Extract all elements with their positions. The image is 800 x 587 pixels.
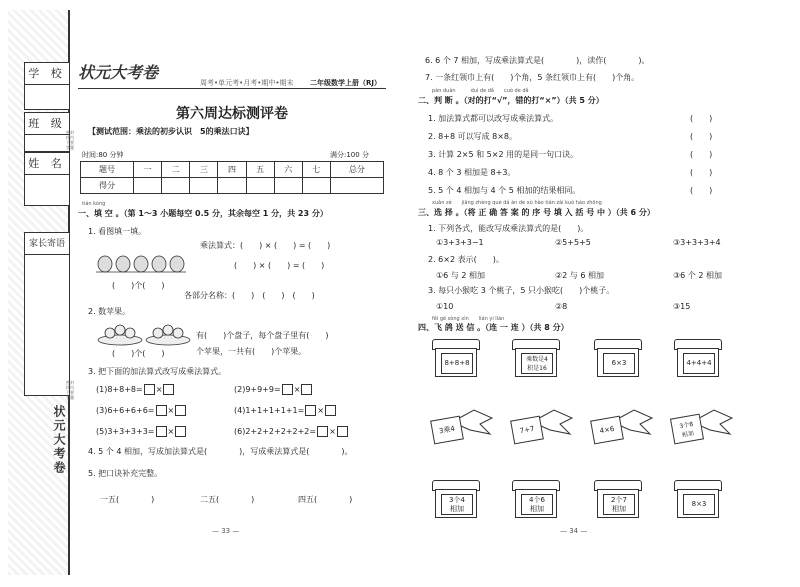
section2-title: 二、判 断 。（对的打“√”，错的打“×”）（共 5 分） (418, 96, 604, 105)
school-field[interactable] (24, 84, 70, 110)
section1-title: 一、填 空 。（第 1～3 小题每空 0.5 分，其余每空 1 分，共 23 分） (78, 209, 328, 218)
pigeon-letter[interactable]: 3个8 相加 (670, 408, 734, 448)
page-number-right: — 34 — (560, 527, 588, 535)
score-cell[interactable] (134, 178, 162, 194)
judge-blank[interactable]: ( ) (690, 150, 713, 159)
seal-note-1: 密封线内不要答题 (66, 130, 74, 150)
q1-groups: ( )个( ) (112, 281, 165, 290)
score-cell[interactable] (246, 178, 274, 194)
score-header-cell: 题号 (81, 162, 134, 178)
mailbox-bottom[interactable]: 8×3 (674, 480, 720, 518)
choice-option[interactable]: ③15 (673, 302, 691, 311)
answer-box[interactable] (163, 384, 174, 395)
choice-option[interactable]: ③3+3+3+4 (673, 238, 721, 247)
section4-pinyin: fēi gē sòng xìn lián yi lián (432, 316, 505, 322)
score-header-cell: 总分 (330, 162, 383, 178)
judge-blank[interactable]: ( ) (690, 132, 713, 141)
judge-blank[interactable]: ( ) (690, 186, 713, 195)
apple-plates-illustration (96, 320, 192, 346)
score-cell[interactable] (218, 178, 246, 194)
choice-2: 2. 6×2 表示( )。 (428, 255, 504, 264)
answer-box[interactable] (144, 384, 155, 395)
q2-groups: ( )个( ) (112, 349, 165, 358)
score-header-cell: 七 (302, 162, 330, 178)
q6-text: 6. 6 个 7 相加，写成乘法算式是( )，读作( )。 (425, 56, 650, 65)
choice-option[interactable]: ②8 (555, 302, 568, 311)
score-cell[interactable] (274, 178, 302, 194)
q1-parts: 各部分名称：( ) ( ) ( ) (184, 291, 315, 300)
score-header-cell: 二 (162, 162, 190, 178)
pigeon-letter[interactable]: 3乘4 (430, 408, 494, 448)
choice-option[interactable]: ①6 与 2 相加 (436, 271, 485, 280)
mailbox-top[interactable]: 8+8+8 (432, 339, 478, 377)
choice-option[interactable]: ③6 个 2 相加 (673, 271, 722, 280)
time-limit: 时间:80 分钟 (82, 151, 124, 159)
seal-note-2: 密封线内不要答题 (66, 380, 74, 400)
parent-comment-field[interactable] (24, 254, 70, 396)
q1-mult-line1: 乘法算式：( ) × ( ) = ( ) (200, 241, 331, 250)
q3-text: 3. 把下面的加法算式改写成乘法算式。 (88, 367, 227, 376)
mailbox-bottom[interactable]: 4个6 相加 (512, 480, 558, 518)
section2-pinyin: pàn duàn duì de dǎ cuò de dǎ (432, 88, 529, 94)
answer-box[interactable] (301, 384, 312, 395)
q3-item-5: (5)3+3+3+3= × (96, 426, 187, 437)
bags-illustration (96, 250, 186, 278)
q3-item-6: (6)2+2+2+2+2+2= × (234, 426, 349, 437)
score-cell[interactable] (302, 178, 330, 194)
choice-1: 1. 下列各式，能改写成乘法算式的是( )。 (428, 224, 589, 233)
binding-strip (8, 10, 70, 575)
pigeon-letter[interactable]: 4×6 (590, 408, 654, 448)
answer-box[interactable] (325, 405, 336, 416)
score-table-header (81, 162, 384, 178)
header-rule (78, 88, 386, 89)
score-cell[interactable] (330, 178, 383, 194)
q2-line2: 个苹果，一共有( )个苹果。 (196, 347, 307, 356)
answer-box[interactable] (305, 405, 316, 416)
answer-box[interactable] (337, 426, 348, 437)
q5-text: 5. 把口诀补充完整。 (88, 469, 163, 478)
page-title: 第六周达标测评卷 (176, 106, 288, 122)
mailbox-bottom[interactable]: 3个4 相加 (432, 480, 478, 518)
judge-2: 2. 8+8 可以写成 8×8。 (428, 132, 518, 141)
section4-title: 四、飞 鸽 送 信 。（连 一 连 ）（共 8 分） (418, 323, 569, 332)
header-brand-logo: 状元大考卷 (78, 63, 159, 82)
name-label: 姓 名 (24, 152, 70, 176)
name-field[interactable] (24, 174, 70, 206)
q2-text: 2. 数苹果。 (88, 307, 131, 316)
judge-5: 5. 5 个 4 相加与 4 个 5 相加的结果相同。 (428, 186, 581, 195)
q3-item-4: (4)1+1+1+1+1= × (234, 405, 337, 416)
judge-3: 3. 计算 2×5 和 5×2 用的是同一句口诀。 (428, 150, 579, 159)
mailbox-top[interactable]: 6×3 (594, 339, 640, 377)
class-field[interactable] (24, 134, 70, 152)
choice-option[interactable]: ①10 (436, 302, 454, 311)
score-cell[interactable] (190, 178, 218, 194)
q2-line1: 有( )个盘子，每个盘子里有( ) (196, 331, 329, 340)
score-header-cell: 三 (190, 162, 218, 178)
score-header-cell: 五 (246, 162, 274, 178)
header-series: 周考•单元考•月考•期中•期末 (200, 79, 294, 87)
score-table (80, 161, 384, 194)
answer-box[interactable] (156, 426, 167, 437)
section1-pinyin: tián kòng (82, 201, 106, 207)
score-table-row (81, 178, 384, 194)
class-label: 班 级 (24, 112, 70, 136)
full-score: 满分:100 分 (330, 151, 369, 159)
q3-item-3: (3)6+6+6+6= × (96, 405, 187, 416)
choice-option[interactable]: ②2 与 6 相加 (555, 271, 604, 280)
answer-box[interactable] (175, 405, 186, 416)
score-row-label: 得分 (81, 178, 134, 194)
score-header-cell: 六 (274, 162, 302, 178)
judge-4: 4. 8 个 3 相加是 8+3。 (428, 168, 516, 177)
mailbox-top[interactable]: 4+4+4 (674, 339, 720, 377)
q5-item-1: 一五( ) (100, 495, 155, 504)
q5-item-2: 二五( ) (200, 495, 255, 504)
judge-blank[interactable]: ( ) (690, 114, 713, 123)
score-header-cell: 一 (134, 162, 162, 178)
section3-title: 三、选 择 。（将 正 确 答 案 的 序 号 填 入 括 号 中 ）（共 6 分） (418, 208, 655, 217)
answer-box[interactable] (317, 426, 328, 437)
q7-text: 7. 一条红领巾上有( )个角，5 条红领巾上有( )个角。 (425, 73, 640, 82)
q4-text: 4. 5 个 4 相加，写成加法算式是( )，写成乘法算式是( )。 (88, 447, 353, 456)
judge-blank[interactable]: ( ) (690, 168, 713, 177)
page-number-left: — 33 — (212, 527, 240, 535)
answer-box[interactable] (282, 384, 293, 395)
q3-item-2: (2)9+9+9= × (234, 384, 313, 395)
school-label: 学 校 (24, 62, 70, 86)
choice-option[interactable]: ①3+3+3−1 (436, 238, 484, 247)
q1-mult-line2: ( ) × ( ) = ( ) (234, 261, 325, 270)
choice-3: 3. 每只小猴吃 3 个桃子，5 只小猴吃( )个桃子。 (428, 286, 615, 295)
q5-item-3: 四五( ) (298, 495, 353, 504)
sidebar-brand-logo: 状元大考卷 (52, 405, 66, 475)
score-cell[interactable] (162, 178, 190, 194)
q3-item-1: (1)8+8+8= × (96, 384, 175, 395)
answer-box[interactable] (156, 405, 167, 416)
test-scope: 【测试范围：乘法的初步认识 5的乘法口诀】 (88, 127, 254, 136)
mailbox-top[interactable]: 乘数是4 积是16 (512, 339, 558, 377)
mailbox-bottom[interactable]: 2个7 相加 (594, 480, 640, 518)
q1-text: 1. 看图填一填。 (88, 227, 147, 236)
choice-option[interactable]: ②5+5+5 (555, 238, 591, 247)
judge-1: 1. 加法算式都可以改写成乘法算式。 (428, 114, 559, 123)
parent-comment-label: 家长寄语 (24, 232, 70, 256)
section3-pinyin: xuǎn zé jiāng zhèng què dá àn de xù hào tián zài kuò hào zhōng (432, 200, 602, 206)
answer-box[interactable] (175, 426, 186, 437)
pigeon-letter[interactable]: 7+7 (510, 408, 574, 448)
header-grade: 二年级数学上册（RJ） (310, 79, 381, 87)
score-header-cell: 四 (218, 162, 246, 178)
